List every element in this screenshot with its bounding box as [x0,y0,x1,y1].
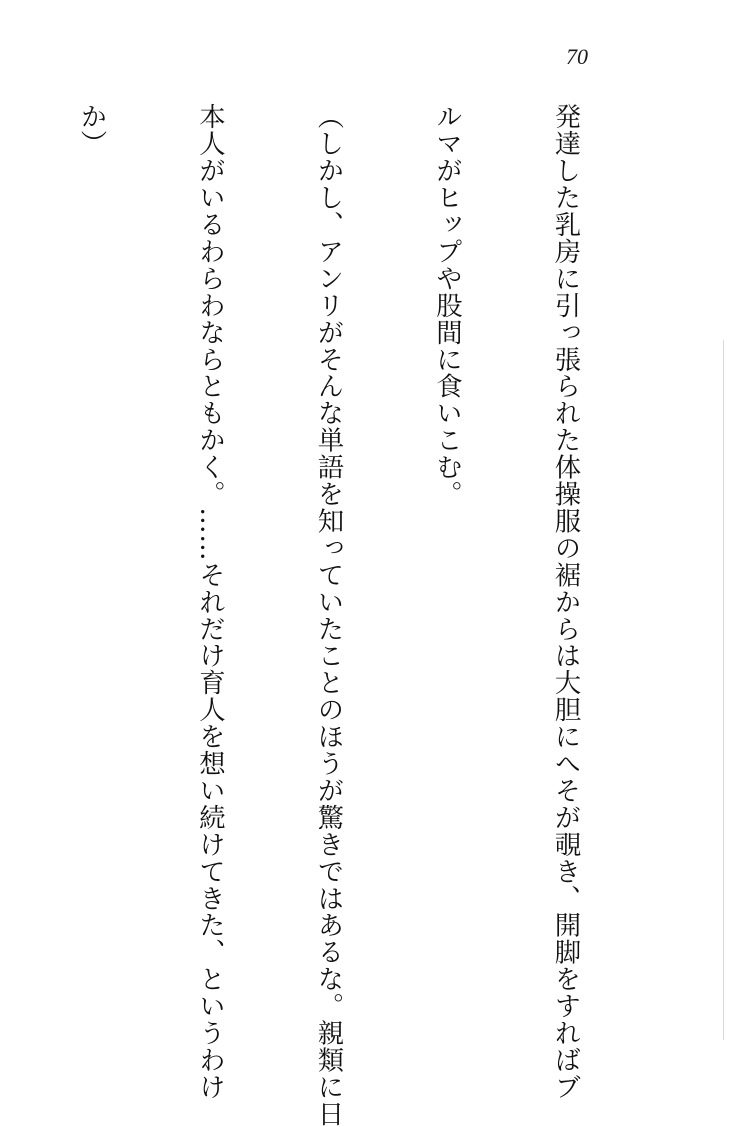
text-column-5: か） [76,103,107,157]
vertical-text-body [0,103,664,1127]
page-number: 70 [566,44,588,69]
text-column-3: （しかし、アンリがそんな単語を知っていたことのほうが驚きではあるな。親類に日 [313,103,344,1127]
text-column-1: 発達した乳房に引っ張られた体操服の裾からは大胆にへそが覗き、開脚をすればブ [550,103,581,1101]
text-column-4: 本人がいるわらわならともかく。……それだけ育人を想い続けてきた、というわけ [194,103,226,1101]
page-edge-shadow [723,340,724,1040]
text-column-2: ルマがヒップや股間に食いこむ。 [431,103,463,508]
